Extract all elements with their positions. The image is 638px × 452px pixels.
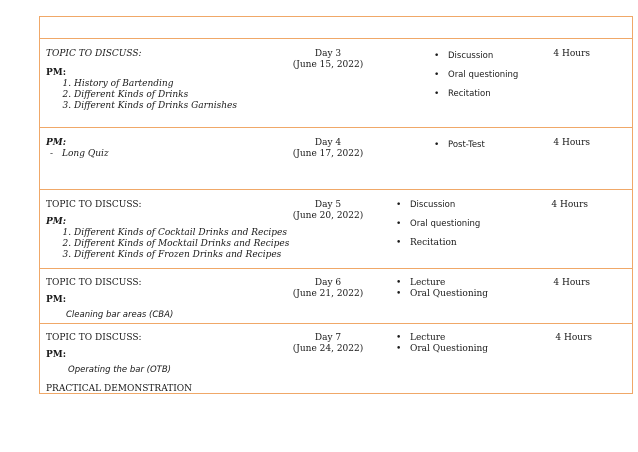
topic-heading: TOPIC TO DISCUSS: [46, 333, 142, 343]
date-label: (June 17, 2022) [292, 149, 364, 159]
date-label: (June 24, 2022) [292, 344, 364, 354]
table-row [40, 324, 632, 395]
topic-list [46, 79, 296, 112]
method-item: • Discussion [432, 51, 582, 62]
method-item: • Oral questioning [432, 70, 582, 81]
pm-label: PM: [46, 295, 67, 305]
method-list [394, 333, 544, 355]
method-list [394, 200, 544, 249]
pm-label: PM: [46, 138, 67, 148]
header-row [40, 17, 632, 39]
hours-label: 4 Hours [553, 49, 590, 59]
method-list [394, 278, 544, 300]
table-row [40, 39, 632, 128]
sub-item: Operating the bar (OTB) [68, 365, 171, 375]
hours-label: 4 Hours [553, 278, 590, 288]
method-item: • Lecture [394, 278, 544, 289]
table-row [40, 128, 632, 190]
method-item: • Oral Questioning [394, 289, 544, 300]
hours-label: 4 Hours [555, 333, 592, 343]
table-row [40, 269, 632, 324]
list-item [46, 149, 296, 160]
hours-label: 4 Hours [553, 138, 590, 148]
sub-item: Cleaning bar areas (CBA) [66, 310, 174, 320]
day-label: Day 3 [314, 49, 342, 59]
method-item: • Recitation [394, 238, 544, 249]
topic-list [46, 228, 296, 261]
day-label: Day 6 [314, 278, 342, 288]
method-item: • Lecture [394, 333, 544, 344]
day-label: Day 4 [314, 138, 342, 148]
table-row [40, 190, 632, 269]
topic-heading: TOPIC TO DISCUSS: [46, 49, 142, 59]
date-label: (June 21, 2022) [292, 289, 364, 299]
method-item: • Oral Questioning [394, 344, 544, 355]
method-item: • Recitation [432, 89, 582, 100]
topic-heading: TOPIC TO DISCUSS: [46, 278, 142, 288]
dash-marker: - [50, 149, 54, 159]
pm-label: PM: [46, 350, 67, 360]
date-label: (June 20, 2022) [292, 211, 364, 221]
list-item: 3. Different Kinds of Frozen Drinks and Recipes [74, 250, 296, 261]
topic-heading: TOPIC TO DISCUSS: [46, 200, 142, 210]
date-label: (June 15, 2022) [292, 60, 364, 70]
method-item: • Oral questioning [394, 219, 544, 230]
list-item: 2. Different Kinds of Drinks [74, 90, 296, 101]
list-item: 3. Different Kinds of Drinks Garnishes [74, 101, 296, 112]
pm-label: PM: [46, 217, 67, 227]
pm-label: PM: [46, 68, 67, 78]
list-item-text: Long Quiz [62, 149, 109, 159]
list-item: 2. Different Kinds of Mocktail Drinks and Recipes [74, 239, 296, 250]
day-label: Day 7 [314, 333, 342, 343]
list-item: 1. Different Kinds of Cocktail Drinks and Recipes [74, 228, 296, 239]
list-item: 1. History of Bartending [74, 79, 296, 90]
schedule-table [39, 16, 633, 394]
method-item: • Discussion [394, 200, 544, 211]
practical-label: PRACTICAL DEMONSTRATION [46, 384, 193, 394]
day-label: Day 5 [314, 200, 342, 210]
hours-label: 4 Hours [551, 200, 588, 210]
method-item: • Post-Test [432, 140, 582, 151]
